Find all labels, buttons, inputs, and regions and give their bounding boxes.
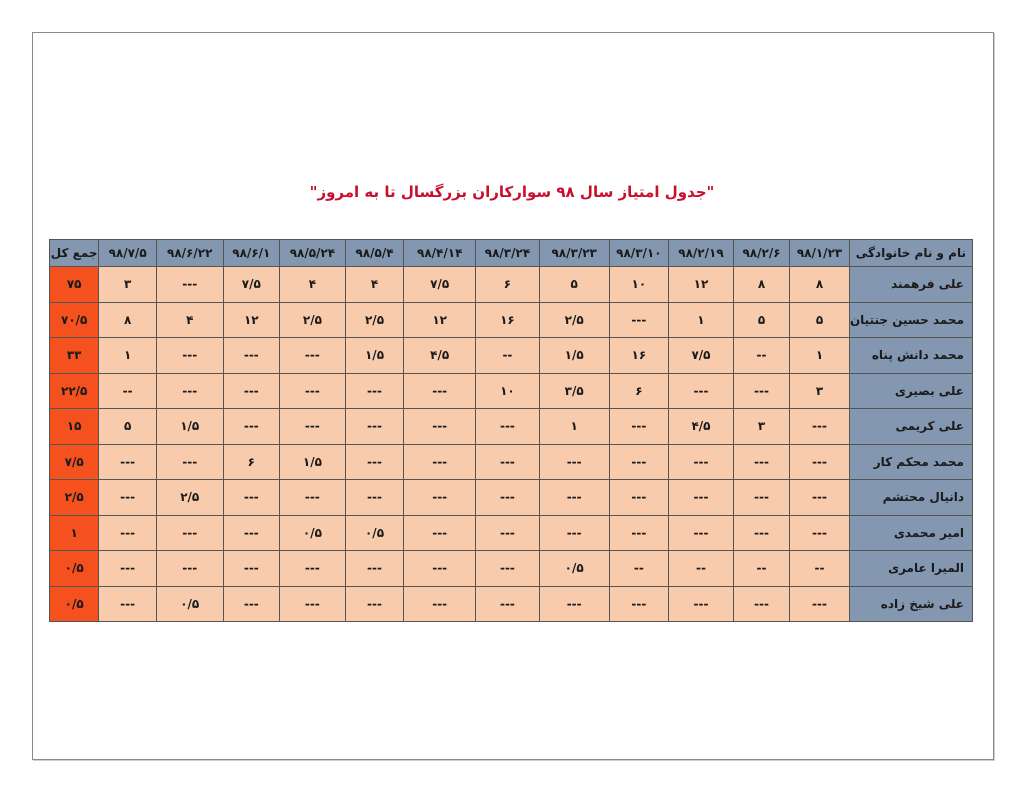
score-cell: ۱ bbox=[790, 338, 850, 374]
score-cell: --- bbox=[156, 338, 223, 374]
score-cell: --- bbox=[476, 480, 540, 516]
score-cell: ۵ bbox=[99, 409, 156, 445]
score-cell: --- bbox=[733, 444, 789, 480]
score-cell: --- bbox=[223, 373, 279, 409]
rider-name-cell: علی بصیری bbox=[849, 373, 972, 409]
total-cell: ۲۲/۵ bbox=[50, 373, 99, 409]
score-cell: ۵ bbox=[733, 302, 789, 338]
rider-name-cell: علی کریمی bbox=[849, 409, 972, 445]
score-cell: --- bbox=[345, 444, 404, 480]
score-cell: --- bbox=[733, 586, 789, 622]
score-cell: --- bbox=[476, 409, 540, 445]
score-cell: --- bbox=[156, 551, 223, 587]
rider-name-cell: المیرا عامری bbox=[849, 551, 972, 587]
score-cell: ۶ bbox=[609, 373, 669, 409]
score-cell: -- bbox=[669, 551, 734, 587]
table-row bbox=[50, 515, 973, 551]
score-cell: --- bbox=[99, 480, 156, 516]
score-cell: --- bbox=[404, 444, 476, 480]
total-cell: ۷/۵ bbox=[50, 444, 99, 480]
date-column-header: ۹۸/۳/۲۳ bbox=[539, 240, 609, 267]
rider-name-cell: علی فرهمند bbox=[849, 267, 972, 303]
rider-name-cell: دانیال محتشم bbox=[849, 480, 972, 516]
score-cell: ۱/۵ bbox=[539, 338, 609, 374]
score-cell: ۲/۵ bbox=[539, 302, 609, 338]
total-cell: ۳۳ bbox=[50, 338, 99, 374]
score-cell: --- bbox=[609, 586, 669, 622]
score-cell: -- bbox=[733, 551, 789, 587]
score-cell: ۱۲ bbox=[223, 302, 279, 338]
score-cell: --- bbox=[156, 444, 223, 480]
table-row bbox=[50, 338, 973, 374]
total-column-header: جمع کل bbox=[50, 240, 99, 267]
score-cell: ۱۶ bbox=[609, 338, 669, 374]
score-cell: ۰/۵ bbox=[539, 551, 609, 587]
score-cell: --- bbox=[280, 480, 346, 516]
score-cell: ۳ bbox=[790, 373, 850, 409]
score-cell: --- bbox=[539, 515, 609, 551]
score-cell: ۵ bbox=[539, 267, 609, 303]
score-cell: --- bbox=[609, 515, 669, 551]
score-cell: --- bbox=[345, 586, 404, 622]
score-cell: ۵ bbox=[790, 302, 850, 338]
total-cell: ۲/۵ bbox=[50, 480, 99, 516]
date-column-header: ۹۸/۶/۲۲ bbox=[156, 240, 223, 267]
table-row bbox=[50, 551, 973, 587]
score-cell: ۳/۵ bbox=[539, 373, 609, 409]
score-cell: ۴ bbox=[345, 267, 404, 303]
score-cell: ۲/۵ bbox=[280, 302, 346, 338]
score-cell: --- bbox=[733, 515, 789, 551]
rider-name-cell: علی شیخ زاده bbox=[849, 586, 972, 622]
score-cell: --- bbox=[733, 373, 789, 409]
score-cell: ۱ bbox=[669, 302, 734, 338]
date-column-header: ۹۸/۳/۱۰ bbox=[609, 240, 669, 267]
score-cell: ۰/۵ bbox=[280, 515, 346, 551]
rider-name-cell: محمد حسین جنتیان bbox=[849, 302, 972, 338]
score-cell: ۱۰ bbox=[476, 373, 540, 409]
score-cell: --- bbox=[99, 586, 156, 622]
score-cell: --- bbox=[539, 586, 609, 622]
table-row bbox=[50, 586, 973, 622]
score-cell: ۲/۵ bbox=[345, 302, 404, 338]
score-cell: -- bbox=[733, 338, 789, 374]
score-cell: --- bbox=[345, 480, 404, 516]
score-cell: ۴ bbox=[280, 267, 346, 303]
score-cell: ۸ bbox=[790, 267, 850, 303]
date-column-header: ۹۸/۳/۲۴ bbox=[476, 240, 540, 267]
score-cell: ۱ bbox=[539, 409, 609, 445]
total-cell: ۱ bbox=[50, 515, 99, 551]
score-cell: --- bbox=[669, 373, 734, 409]
score-cell: ۶ bbox=[476, 267, 540, 303]
score-cell: --- bbox=[345, 409, 404, 445]
score-cell: --- bbox=[223, 409, 279, 445]
score-cell: ۶ bbox=[223, 444, 279, 480]
page-title: "جدول امتیاز سال ۹۸ سوارکاران بزرگسال تا به امروز" bbox=[309, 183, 715, 201]
name-column-header: نام و نام خانوادگی bbox=[849, 240, 972, 267]
score-cell: --- bbox=[404, 515, 476, 551]
score-cell: ۱۰ bbox=[609, 267, 669, 303]
date-column-header: ۹۸/۲/۶ bbox=[733, 240, 789, 267]
score-cell: --- bbox=[609, 480, 669, 516]
rider-name-cell: محمد دانش پناه bbox=[849, 338, 972, 374]
score-cell: --- bbox=[669, 444, 734, 480]
score-cell: --- bbox=[223, 515, 279, 551]
score-cell: --- bbox=[609, 302, 669, 338]
score-cell: --- bbox=[733, 480, 789, 516]
score-cell: --- bbox=[280, 373, 346, 409]
score-cell: ۱ bbox=[99, 338, 156, 374]
score-cell: --- bbox=[99, 515, 156, 551]
score-cell: ۸ bbox=[99, 302, 156, 338]
score-cell: -- bbox=[476, 338, 540, 374]
score-cell: ۴/۵ bbox=[404, 338, 476, 374]
score-cell: --- bbox=[280, 586, 346, 622]
table-row bbox=[50, 480, 973, 516]
score-cell: --- bbox=[404, 586, 476, 622]
table-row bbox=[50, 373, 973, 409]
date-column-header: ۹۸/۲/۱۹ bbox=[669, 240, 734, 267]
score-cell: --- bbox=[404, 551, 476, 587]
score-cell: ۰/۵ bbox=[156, 586, 223, 622]
rider-name-cell: امیر محمدی bbox=[849, 515, 972, 551]
date-column-header: ۹۸/۱/۲۳ bbox=[790, 240, 850, 267]
score-cell: --- bbox=[345, 373, 404, 409]
score-cell: --- bbox=[223, 480, 279, 516]
score-cell: --- bbox=[404, 409, 476, 445]
score-cell: --- bbox=[790, 480, 850, 516]
score-cell: --- bbox=[345, 551, 404, 587]
score-cell: ۱۲ bbox=[404, 302, 476, 338]
score-cell: -- bbox=[790, 551, 850, 587]
score-cell: ۳ bbox=[99, 267, 156, 303]
score-cell: --- bbox=[280, 551, 346, 587]
score-cell: --- bbox=[790, 515, 850, 551]
scores-table bbox=[49, 239, 973, 622]
score-cell: ۲/۵ bbox=[156, 480, 223, 516]
date-column-header: ۹۸/۵/۲۴ bbox=[280, 240, 346, 267]
score-cell: --- bbox=[476, 515, 540, 551]
score-cell: ۱/۵ bbox=[156, 409, 223, 445]
score-cell: ۱۲ bbox=[669, 267, 734, 303]
score-cell: --- bbox=[280, 409, 346, 445]
score-cell: --- bbox=[669, 586, 734, 622]
date-column-header: ۹۸/۴/۱۴ bbox=[404, 240, 476, 267]
score-cell: ۴/۵ bbox=[669, 409, 734, 445]
total-cell: ۱۵ bbox=[50, 409, 99, 445]
rider-name-cell: محمد محکم کار bbox=[849, 444, 972, 480]
score-cell: --- bbox=[223, 338, 279, 374]
total-cell: ۷۵ bbox=[50, 267, 99, 303]
score-cell: --- bbox=[156, 373, 223, 409]
table-row bbox=[50, 409, 973, 445]
score-cell: --- bbox=[280, 338, 346, 374]
score-cell: -- bbox=[609, 551, 669, 587]
table-row bbox=[50, 302, 973, 338]
score-cell: --- bbox=[609, 444, 669, 480]
total-cell: ۷۰/۵ bbox=[50, 302, 99, 338]
score-cell: -- bbox=[99, 373, 156, 409]
score-cell: --- bbox=[669, 480, 734, 516]
score-cell: ۳ bbox=[733, 409, 789, 445]
score-cell: --- bbox=[223, 586, 279, 622]
table-row bbox=[50, 267, 973, 303]
score-cell: --- bbox=[476, 444, 540, 480]
table-row bbox=[50, 444, 973, 480]
score-cell: ۴ bbox=[156, 302, 223, 338]
score-cell: --- bbox=[99, 551, 156, 587]
total-cell: ۰/۵ bbox=[50, 551, 99, 587]
score-cell: --- bbox=[99, 444, 156, 480]
score-cell: ۷/۵ bbox=[669, 338, 734, 374]
date-column-header: ۹۸/۷/۵ bbox=[99, 240, 156, 267]
score-cell: --- bbox=[476, 586, 540, 622]
score-cell: --- bbox=[156, 267, 223, 303]
score-cell: ۱/۵ bbox=[345, 338, 404, 374]
score-cell: ۷/۵ bbox=[404, 267, 476, 303]
score-cell: ۷/۵ bbox=[223, 267, 279, 303]
score-cell: --- bbox=[404, 480, 476, 516]
score-cell: --- bbox=[790, 586, 850, 622]
score-cell: --- bbox=[790, 444, 850, 480]
date-column-header: ۹۸/۶/۱ bbox=[223, 240, 279, 267]
score-cell: --- bbox=[156, 515, 223, 551]
score-cell: ۱/۵ bbox=[280, 444, 346, 480]
header-row bbox=[50, 240, 973, 267]
score-cell: ۱۶ bbox=[476, 302, 540, 338]
date-column-header: ۹۸/۵/۴ bbox=[345, 240, 404, 267]
score-cell: ۰/۵ bbox=[345, 515, 404, 551]
score-cell: --- bbox=[790, 409, 850, 445]
score-cell: --- bbox=[223, 551, 279, 587]
score-cell: --- bbox=[404, 373, 476, 409]
score-cell: --- bbox=[669, 515, 734, 551]
score-cell: --- bbox=[609, 409, 669, 445]
score-cell: --- bbox=[539, 444, 609, 480]
score-cell: --- bbox=[476, 551, 540, 587]
score-cell: --- bbox=[539, 480, 609, 516]
score-cell: ۸ bbox=[733, 267, 789, 303]
total-cell: ۰/۵ bbox=[50, 586, 99, 622]
